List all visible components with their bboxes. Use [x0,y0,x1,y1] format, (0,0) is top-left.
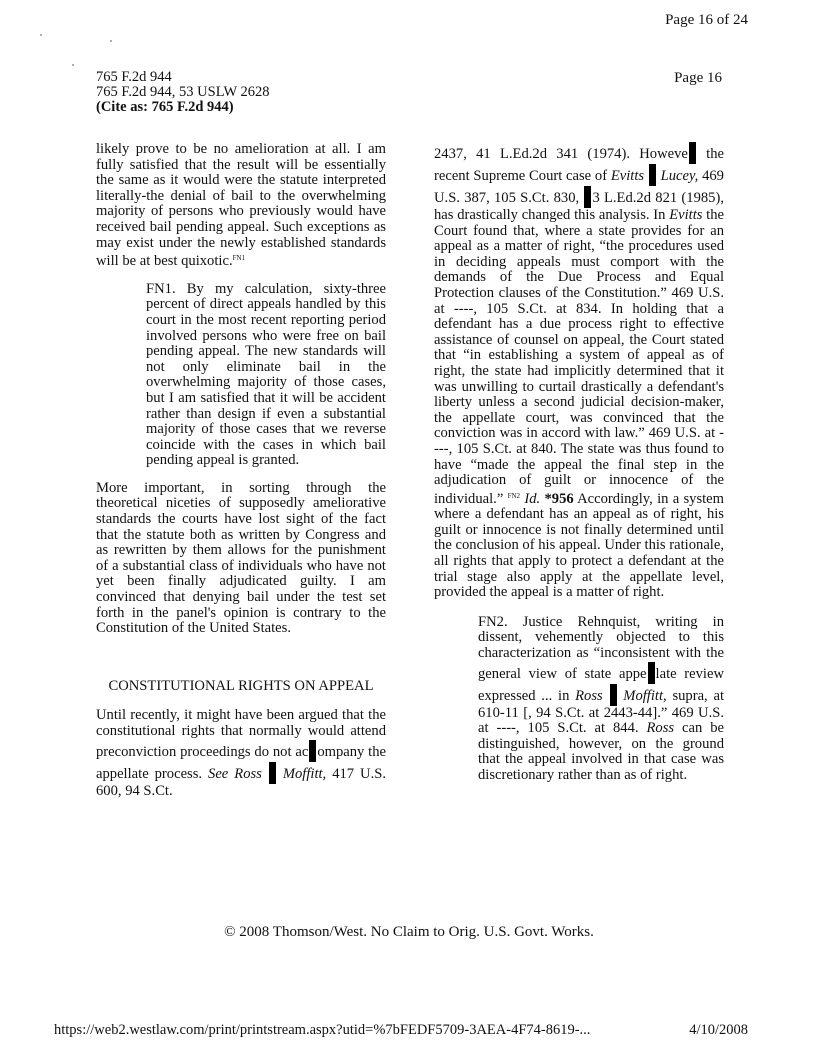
scan-speck [72,64,74,66]
footnote-text: late review expressed ... in [478,665,724,704]
section-heading: CONSTITUTIONAL RIGHTS ON APPEAL [108,677,374,694]
paragraph-text: 2437, 41 L.Ed.2d 341 (1974). Howeve [434,146,688,162]
scan-speck [110,40,112,42]
redaction-mark [269,762,276,784]
case-name: Moffitt, [282,765,327,782]
paragraph [434,142,724,601]
case-name: Evitts [610,168,645,184]
footnote-fn2 [478,615,724,784]
paragraph-text: likely prove to be no amelioration at all. I am fully satisfied that the result will be essentially the same as it would were the statute interpreted literally-the denial of bail to the overwhelming majority of persons who previously would have received bail pending appeal. Such exceptions as may exist under the newly established standards will be at best quixotic. [96,141,386,270]
paragraph-text: the Court found that, where a state provides for an appeal as a matter of right, “the procedures used in deciding appeals must comport with the demands of the Due Process and Equal Protection clauses of the Constitution.” 469 U.S. at ----, 105 S.Ct. at 834. In holding that a defendant has a due process right to effective assistance of counsel on appeal, the Court stated that “in establishing a system of appeal as of right, the state had implicitly determined that it was unwilling to curtail drastically a defendant's liberty unless a second judicial decision-maker, the appellate court, was convinced that the conviction was in accord with law.” 469 U.S. at ----, 105 S.Ct. at 840. The state was thus found to have “made the appeal the final step in the adjudication of guilt or innocence of the individual.” [434,207,725,507]
paragraph-text: 417 U.S. 600, 94 S.Ct. [96,765,387,799]
paragraph-text: Accordingly, in a system where a defendant has an appeal as of right, his guilt or innocence is not finally determined until the conclusion of his appeal. Under this rationale, all rights that apply to protect a defendant at the trial stage also apply at the appellate level, provided the appeal is a matter of right. [434,490,725,601]
citation-line: 765 F.2d 944 [96,69,172,85]
scan-speck [40,34,42,36]
redaction-mark [649,164,656,186]
copyright-notice: © 2008 Thomson/West. No Claim to Orig. U.S. Govt. Works. [224,924,594,940]
page-count: Page 16 of 24 [665,12,748,28]
star-page-marker: *956 [544,490,574,507]
redaction-mark [610,684,617,706]
redaction-mark [584,186,591,208]
case-signal: See [208,765,229,782]
paragraph-text: ompany the appellate process. [96,743,386,782]
footnote-text: t. at 2443-44].” 469 U.S. at ----, 105 S.Ct. at 844. [478,704,724,737]
footnote-text: supra, at 610-11 [, 94 S.C [478,687,724,721]
redaction-mark [689,142,696,164]
case-name: Moffitt, [623,687,667,704]
case-name: Ross [575,687,603,704]
footnote-text: can be distinguished, however, on the ground that the appeal involved in that case was discretionary rather than as of right. [478,720,724,783]
case-signal: Id. [524,490,541,507]
paragraph-text: 469 U.S. 387, 105 S.Ct. 830, [434,168,724,206]
footnote-link-fn1[interactable]: FN1 [232,254,246,263]
case-name: Ross [646,720,675,737]
left-column [96,142,386,799]
redaction-mark [648,662,655,684]
footnote-text: FN2. Justice Rehnquist, writing in dissent, vehemently objected to this characterization as “inconsistent with the general view of state appe [478,613,724,682]
print-date: 4/10/2008 [689,1022,748,1038]
print-url: https://web2.westlaw.com/print/printstream.aspx?utid=%7bFEDF5709-3AEA-4F74-8619-... [54,1022,591,1038]
citation-line: 765 F.2d 944, 53 USLW 2628 [96,84,270,100]
paragraph [96,142,386,270]
paragraph-text: Until recently, it might have been argued that the constitutional rights that normally would attend preconviction proceedings do not ac [96,707,386,760]
footnote-link-fn2[interactable]: FN2 [507,491,521,500]
citation-block [96,70,270,115]
footnote-fn1: FN1. By my calculation, sixty-three percent of direct appeals handled by this court in the most recent reporting period involved persons who were free on bail pending appeal. The new standards will not only eliminate bail in the overwhelming majority of those cases, but I am satisfied that it will be accident rather than design if even a substantial majority of those cases that we reverse coincide with the cases in which bail pending appeal is granted. [146,280,386,469]
paragraph-text: the recent Supreme Court case of [434,146,724,184]
case-name: Evitts [669,207,703,223]
right-column [434,142,724,784]
case-name: Lucey, [660,168,699,184]
paragraph-text: 3 L.Ed.2d 821 (1985), has drastically changed this analysis. In [434,190,724,223]
paragraph [96,708,386,799]
case-name: Ross [234,765,262,782]
page-label: Page 16 [674,70,722,86]
paragraph: More important, in sorting through the theoretical niceties of supposedly ameliorative standards the courts have lost sight of the fact that the statute both as written by Congress and as rewritten by them allows for the punishment of a substantial class of individuals who have not yet been finally adjudicated guilty. I am convinced that denying bail under the test set forth in the panel's opinion is contrary to the Constitution of the United States. [96,479,386,637]
redaction-mark [309,740,316,762]
citation-cite-as: (Cite as: 765 F.2d 944) [96,99,234,115]
